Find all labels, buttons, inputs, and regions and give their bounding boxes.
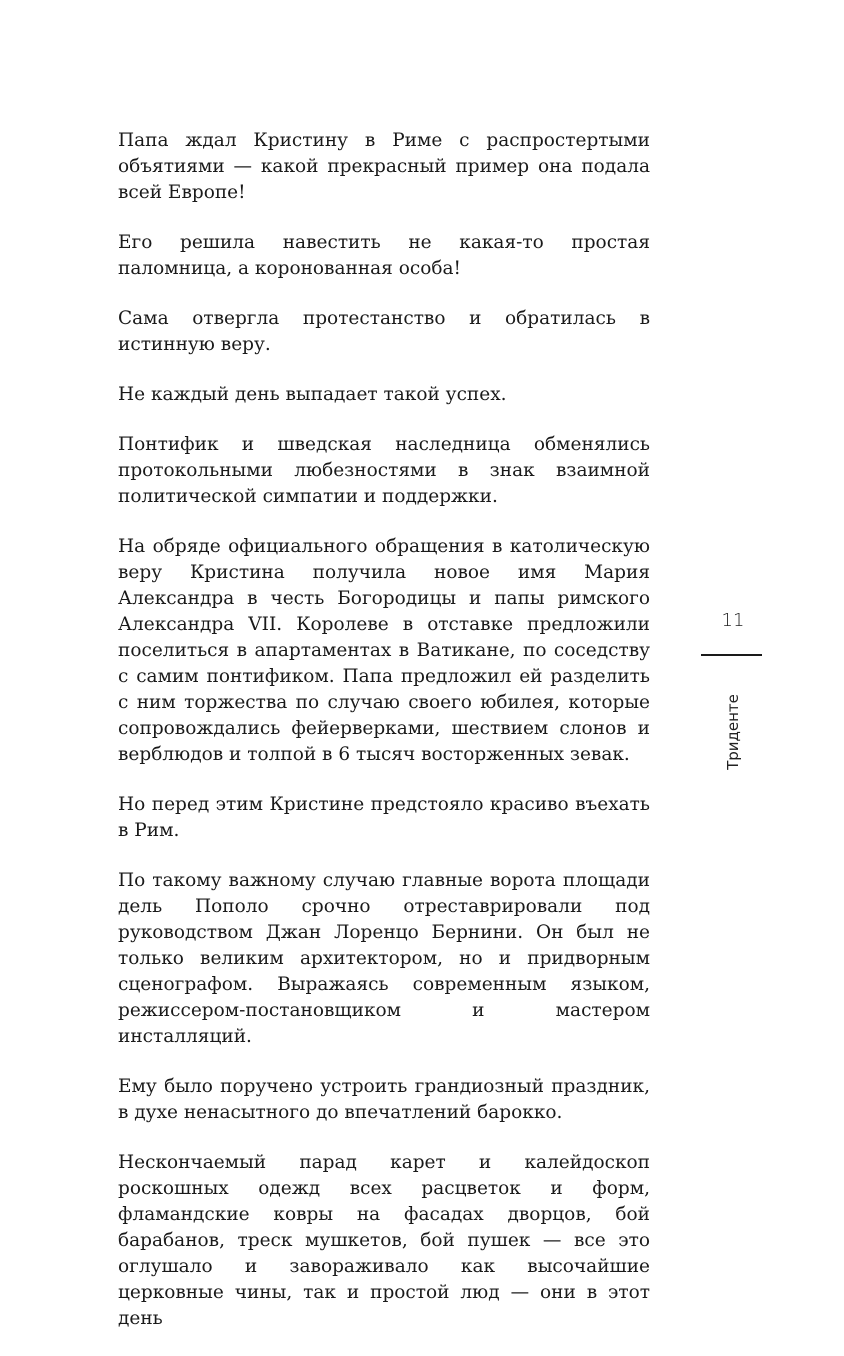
body-text [118, 128, 650, 1356]
paragraph-5: Понтифик и шведская наследница обменялись протокольными любезностями в знак взаимной политической симпатии и поддержки. [118, 434, 650, 507]
paragraph-9: Ему было поручено устроить грандиозный праздник, в духе ненасытного до впечатлений барокко. [118, 1076, 650, 1123]
paragraph-2: Его решила навестить не какая-то простая паломница, а коронованная особа! [118, 232, 650, 279]
paragraph-8: По такому важному случаю главные ворота площади дель Пополо срочно отреставрировали под руководством Джан Лоренцо Бернини. Он был не только великим архитектором, но и придворным сценографом. Выражаясь современным языком, режиссером-постановщиком и мастером инсталляций. [118, 870, 650, 1047]
paragraph-7: Но перед этим Кристине предстояло красиво въехать в Рим. [118, 794, 650, 841]
paragraph-6: На обряде официального обращения в католическую веру Кристина получила новое имя Мария Александра в честь Богородицы и папы римского Александра VII. Королеве в отставке предложили поселиться в апартаментах в Ватикане, по соседству с самим понтификом. Папа предложил ей разделить с ним торжества по случаю своего юбилея, которые сопровождались фейерверками, шествием слонов и верблюдов и толпой в 6 тысяч восторженных зевак. [118, 536, 650, 765]
paragraph-3: Сама отвергла протестанство и обратилась в истинную веру. [118, 308, 650, 355]
side-divider [701, 654, 762, 656]
paragraph-1: Папа ждал Кристину в Риме с распростертыми объятиями — какой прекрасный пример она подала всей Европе! [118, 130, 650, 203]
paragraph-10: Нескончаемый парад карет и калейдоскоп роскошных одежд всех расцветок и форм, фламандские ковры на фасадах дворцов, бой барабанов, треск мушкетов, бой пушек — все это оглушало и завораживало как высочайшие церковные чины, так и простой люд — они в этот день [118, 1152, 650, 1329]
running-head: Триденте [724, 694, 742, 770]
paragraph-4: Не каждый день выпадает такой успех. [118, 384, 507, 405]
page-number: 11 [721, 610, 745, 631]
